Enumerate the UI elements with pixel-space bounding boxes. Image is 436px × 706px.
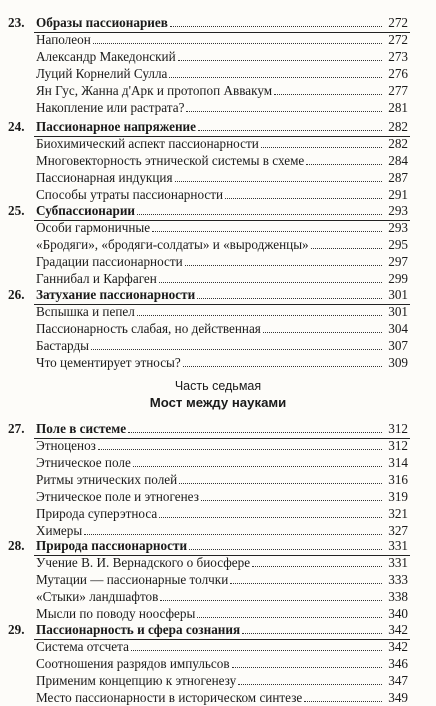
dot-leader [152, 230, 382, 232]
page-number: 331 [388, 555, 408, 570]
page-number: 346 [388, 656, 408, 671]
dot-leader [197, 616, 382, 618]
toc-subentry [0, 571, 436, 588]
toc-subentry [0, 689, 436, 706]
dot-leader [198, 129, 382, 131]
subentry-title: Вспышка и пепел [36, 304, 135, 319]
chapter-number: 27. [8, 421, 25, 436]
toc-subentry [0, 320, 436, 337]
dot-leader [238, 683, 382, 685]
toc-subentry [0, 219, 436, 236]
dot-leader [230, 582, 382, 584]
page-number: 295 [388, 237, 408, 252]
subentry-title: Способы утраты пассионарности [36, 187, 224, 202]
subentry-title: Биохимический аспект пассионарности [36, 136, 259, 151]
toc-subentry [0, 554, 436, 571]
chapter-heading [0, 420, 436, 437]
dot-leader [274, 93, 382, 95]
toc-subentry [0, 48, 436, 65]
toc-chapter-29 [0, 619, 436, 706]
subentry-title: Градации пассионарности [36, 254, 183, 269]
chapter-heading [0, 202, 436, 219]
subentry-title: Соотношения разрядов импульсов [36, 656, 230, 671]
page-number: 301 [388, 304, 408, 319]
toc-subentry [0, 655, 436, 672]
subentry-title: Этническое поле [36, 455, 131, 470]
toc-subentry [0, 488, 436, 505]
dot-leader [128, 431, 382, 433]
chapter-heading [0, 118, 436, 135]
toc-subentry [0, 65, 436, 82]
dot-leader [185, 264, 382, 266]
chapter-title: Субпассионарии [36, 203, 136, 218]
subentry-title: Ян Гус, Жанна д'Арк и протопоп Аввакум [36, 83, 273, 98]
page-number: 276 [388, 66, 408, 81]
part-label: Часть седьмая [174, 379, 262, 393]
toc-chapter-26 [0, 284, 436, 371]
toc-subentry [0, 253, 436, 270]
toc-subentry [0, 638, 436, 655]
page-number: 309 [388, 355, 408, 370]
chapter-number: 23. [8, 15, 25, 30]
dot-leader [197, 297, 382, 299]
page-number: 301 [388, 287, 408, 302]
chapter-rule [34, 639, 410, 640]
chapter-title: Природа пассионарности [36, 538, 188, 553]
page-number: 312 [388, 438, 408, 453]
dot-leader [159, 281, 382, 283]
page-number: 349 [388, 690, 408, 705]
page-number: 282 [388, 119, 408, 134]
page-number: 293 [388, 220, 408, 235]
chapter-rule [34, 136, 410, 137]
page-number: 319 [388, 489, 408, 504]
toc-chapter-27 [0, 418, 436, 539]
chapter-number: 29. [8, 622, 25, 637]
dot-leader [169, 76, 382, 78]
page-number: 338 [388, 589, 408, 604]
chapter-title: Поле в системе [36, 421, 127, 436]
subentry-title: Особи гармоничные [36, 220, 151, 235]
chapter-number: 28. [8, 538, 25, 553]
chapter-title: Затухание пассионарности [36, 287, 196, 302]
page-number: 299 [388, 271, 408, 286]
dot-leader [137, 213, 382, 215]
page-number: 272 [388, 15, 408, 30]
subentry-title: Многовекторность этнической системы в схеме [36, 153, 305, 168]
toc-subentry [0, 236, 436, 253]
dot-leader [175, 180, 382, 182]
dot-leader [201, 499, 382, 501]
dot-leader [170, 25, 382, 27]
subentry-title: Что цементирует этносы? [36, 355, 181, 370]
chapter-rule [34, 438, 410, 439]
dot-leader [91, 348, 382, 350]
toc-chapter-23 [0, 12, 436, 116]
page-number: 331 [388, 538, 408, 553]
page-number: 291 [388, 187, 408, 202]
dot-leader [186, 110, 382, 112]
subentry-title: Этническое поле и этногенез [36, 489, 199, 504]
page-number: 287 [388, 170, 408, 185]
chapter-rule [34, 220, 410, 221]
toc-subentry [0, 31, 436, 48]
subentry-title: Система отсчета [36, 639, 129, 654]
chapter-rule [34, 555, 410, 556]
toc-subentry [0, 82, 436, 99]
chapter-number: 25. [8, 203, 25, 218]
page-number: 312 [388, 421, 408, 436]
subentry-title: Этноценоз [36, 438, 96, 453]
dot-leader [311, 247, 382, 249]
page-number: 327 [388, 523, 408, 538]
subentry-title: Применим концепцию к этногенезу [36, 673, 237, 688]
chapter-rule [34, 32, 410, 33]
dot-leader [252, 565, 382, 567]
dot-leader [178, 59, 382, 61]
dot-leader [98, 448, 382, 450]
page-number: 347 [388, 673, 408, 688]
subentry-title: Место пассионарности в историческом синтезе [36, 690, 303, 705]
subentry-title: Учение В. И. Вернадского о биосфере [36, 555, 251, 570]
subentry-title: Ганнибал и Карфаген [36, 271, 157, 286]
page-number: 321 [388, 506, 408, 521]
toc-subentry [0, 454, 436, 471]
dot-leader [225, 197, 382, 199]
dot-leader [306, 163, 382, 165]
toc-chapter-24 [0, 116, 436, 203]
page-number: 281 [388, 100, 408, 115]
dot-leader [131, 649, 382, 651]
subentry-title: Александр Македонский [36, 49, 176, 64]
toc-subentry [0, 588, 436, 605]
chapter-title: Образы пассионариев [36, 15, 168, 30]
subentry-title: Бастарды [36, 338, 90, 353]
subentry-title: Мутации — пассионарные толчки [36, 572, 229, 587]
toc-subentry [0, 303, 436, 320]
part-header [0, 378, 436, 411]
dot-leader [189, 548, 382, 550]
chapter-heading [0, 14, 436, 31]
page-number: 314 [388, 455, 408, 470]
toc-subentry [0, 505, 436, 522]
page-number: 340 [388, 606, 408, 621]
subentry-title: Наполеон [36, 32, 91, 47]
dot-leader [232, 666, 382, 668]
page-number: 284 [388, 153, 408, 168]
toc-subentry [0, 337, 436, 354]
toc-subentry [0, 135, 436, 152]
subentry-title: Природа суперэтноса [36, 506, 158, 521]
dot-leader [133, 465, 382, 467]
toc-subentry [0, 99, 436, 116]
chapter-title: Пассионарное напряжение [36, 119, 196, 134]
page-number: 307 [388, 338, 408, 353]
toc-subentry [0, 169, 436, 186]
dot-leader [159, 516, 382, 518]
toc-subentry [0, 672, 436, 689]
chapter-rule [34, 304, 410, 305]
dot-leader [160, 599, 382, 601]
chapter-title: Пассионарность и сфера сознания [36, 622, 241, 637]
page-number: 333 [388, 572, 408, 587]
dot-leader [93, 42, 382, 44]
page-number: 273 [388, 49, 408, 64]
subentry-title: Пассионарность слабая, но действенная [36, 321, 261, 336]
dot-leader [179, 482, 382, 484]
chapter-number: 26. [8, 287, 25, 302]
subentry-title: «Стыки» ландшафтов [36, 589, 159, 604]
dot-leader [304, 700, 382, 702]
page-number: 272 [388, 32, 408, 47]
toc-subentry [0, 471, 436, 488]
dot-leader [183, 365, 382, 367]
page-number: 293 [388, 203, 408, 218]
page-number: 277 [388, 83, 408, 98]
subentry-title: «Бродяги», «бродяги-солдаты» и «выродженцы» [36, 237, 309, 252]
page-number: 342 [388, 639, 408, 654]
chapter-heading [0, 537, 436, 554]
dot-leader [263, 331, 382, 333]
chapter-heading [0, 621, 436, 638]
part-title: Мост между науками [149, 395, 287, 410]
toc-chapter-28 [0, 535, 436, 622]
page-number: 304 [388, 321, 408, 336]
dot-leader [242, 632, 382, 634]
chapter-heading [0, 286, 436, 303]
subentry-title: Луций Корнелий Сулла [36, 66, 168, 81]
subentry-title: Химеры [36, 523, 83, 538]
toc-subentry [0, 152, 436, 169]
page-number: 316 [388, 472, 408, 487]
subentry-title: Ритмы этнических полей [36, 472, 178, 487]
dot-leader [261, 146, 382, 148]
subentry-title: Мысли по поводу ноосферы [36, 606, 196, 621]
toc-chapter-25 [0, 200, 436, 287]
dot-leader [137, 314, 382, 316]
toc-subentry [0, 354, 436, 371]
chapter-number: 24. [8, 119, 25, 134]
subentry-title: Пассионарная индукция [36, 170, 173, 185]
toc-subentry [0, 437, 436, 454]
page-number: 282 [388, 136, 408, 151]
page-number: 297 [388, 254, 408, 269]
subentry-title: Накопление или растрата? [36, 100, 185, 115]
page-number: 342 [388, 622, 408, 637]
